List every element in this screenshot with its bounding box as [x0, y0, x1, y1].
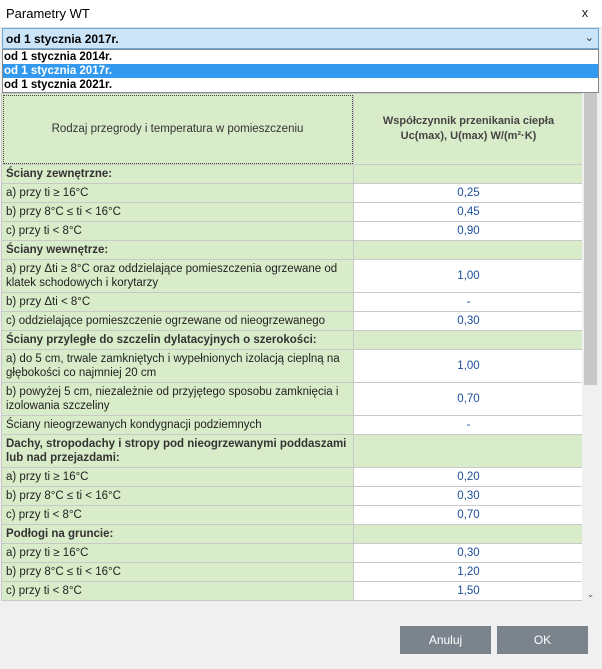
row-label: c) przy ti < 8°C — [2, 506, 354, 525]
table-row[interactable] — [2, 203, 584, 222]
table-row[interactable] — [2, 350, 584, 383]
section-value-cell — [354, 435, 584, 468]
coefficient-value-cell[interactable]: 0,70 — [354, 383, 584, 416]
table-row[interactable] — [2, 544, 584, 563]
section-label: Ściany zewnętrzne: — [2, 165, 354, 184]
coefficient-value-cell[interactable]: 0,70 — [354, 506, 584, 525]
coefficient-value-cell[interactable]: 0,25 — [354, 184, 584, 203]
table-row[interactable] — [2, 222, 584, 241]
table-row[interactable] — [2, 468, 584, 487]
coefficient-value-cell[interactable]: 1,50 — [354, 582, 584, 601]
section-value-cell — [354, 331, 584, 350]
table-section-row[interactable] — [2, 241, 584, 260]
row-label: a) przy ti ≥ 16°C — [2, 544, 354, 563]
table-row[interactable] — [2, 563, 584, 582]
table-row[interactable] — [2, 293, 584, 312]
cancel-button[interactable]: Anuluj — [400, 626, 491, 654]
dropdown-option-2014[interactable]: od 1 stycznia 2014r. — [4, 51, 113, 63]
coefficient-value-cell[interactable]: 1,20 — [354, 563, 584, 582]
row-label: a) przy Δti ≥ 8°C oraz oddzielające pomieszczenia ogrzewane od klatek schodowych i korytarzy — [2, 260, 354, 293]
row-label: b) powyżej 5 cm, niezależnie od przyjętego sposobu zamknięcia i izolowania szczeliny — [2, 383, 354, 416]
row-label: b) przy Δti < 8°C — [2, 293, 354, 312]
table-row[interactable] — [2, 260, 584, 293]
dropdown-option-2021[interactable]: od 1 stycznia 2021r. — [4, 79, 113, 91]
row-label: a) przy ti ≥ 16°C — [2, 184, 354, 203]
row-label: b) przy 8°C ≤ ti < 16°C — [2, 203, 354, 222]
ok-button[interactable]: OK — [497, 626, 588, 654]
coefficient-value-cell[interactable]: 0,30 — [354, 544, 584, 563]
row-label: c) przy ti < 8°C — [2, 582, 354, 601]
table-row[interactable] — [2, 184, 584, 203]
parameters-table — [1, 93, 583, 601]
table-row[interactable] — [2, 487, 584, 506]
coefficient-value-cell[interactable]: 0,90 — [354, 222, 584, 241]
close-icon[interactable]: x — [581, 5, 589, 20]
header-coefficient-line2: Uc(max), U(max) W/(m²·K) — [400, 130, 537, 142]
scrollbar-thumb[interactable] — [584, 93, 597, 385]
dropdown-option-2017[interactable]: od 1 stycznia 2017r. — [3, 64, 598, 78]
section-value-cell — [354, 525, 584, 544]
row-label: b) przy 8°C ≤ ti < 16°C — [2, 563, 354, 582]
table-row[interactable] — [2, 416, 584, 435]
table-section-row[interactable] — [2, 525, 584, 544]
table-row[interactable] — [2, 582, 584, 601]
coefficient-value-cell[interactable]: - — [354, 293, 584, 312]
title-bar — [0, 0, 602, 28]
section-label: Ściany przyległe do szczelin dylatacyjnych o szerokości: — [2, 331, 354, 350]
row-label: b) przy 8°C ≤ ti < 16°C — [2, 487, 354, 506]
section-label: Dachy, stropodachy i stropy pod nieogrzewanymi poddaszami lub nad przejazdami: — [2, 435, 354, 468]
section-value-cell — [354, 241, 584, 260]
chevron-down-icon[interactable]: ⌄ — [584, 32, 594, 44]
table-row[interactable] — [2, 506, 584, 525]
coefficient-value-cell[interactable]: 1,00 — [354, 260, 584, 293]
table-row[interactable] — [2, 312, 584, 331]
coefficient-value-cell[interactable]: 0,45 — [354, 203, 584, 222]
header-heat-transfer-coefficient[interactable] — [354, 94, 584, 165]
section-label: Ściany wewnętrze: — [2, 241, 354, 260]
row-label: c) przy ti < 8°C — [2, 222, 354, 241]
section-value-cell — [354, 165, 584, 184]
section-label: Podłogi na gruncie: — [2, 525, 354, 544]
table-row[interactable] — [2, 383, 584, 416]
header-partition-type[interactable]: Rodzaj przegrody i temperatura w pomieszczeniu — [2, 94, 354, 165]
date-period-selected-value: od 1 stycznia 2017r. — [6, 32, 119, 46]
coefficient-value-cell[interactable]: - — [354, 416, 584, 435]
dialog-footer — [0, 601, 602, 669]
date-period-select[interactable] — [2, 28, 599, 49]
table-section-row[interactable] — [2, 331, 584, 350]
coefficient-value-cell[interactable]: 0,30 — [354, 487, 584, 506]
row-label: a) do 5 cm, trwale zamkniętych i wypełnionych izolacją cieplną na głębokości co najmniej 20 cm — [2, 350, 354, 383]
scroll-down-arrow-icon[interactable]: ⌄ — [586, 589, 595, 599]
row-label: c) oddzielające pomieszczenie ogrzewane od nieogrzewanego — [2, 312, 354, 331]
date-period-dropdown-list — [2, 49, 599, 93]
coefficient-value-cell[interactable]: 0,20 — [354, 468, 584, 487]
table-section-row[interactable] — [2, 165, 584, 184]
header-coefficient-line1: Współczynnik przenikania ciepła — [382, 115, 555, 127]
vertical-scrollbar[interactable] — [582, 93, 599, 601]
row-label: a) przy ti ≥ 16°C — [2, 468, 354, 487]
coefficient-value-cell[interactable]: 1,00 — [354, 350, 584, 383]
row-label: Ściany nieogrzewanych kondygnacji podziemnych — [2, 416, 354, 435]
window-title: Parametry WT — [6, 6, 90, 21]
table-section-row[interactable] — [2, 435, 584, 468]
coefficient-value-cell[interactable]: 0,30 — [354, 312, 584, 331]
